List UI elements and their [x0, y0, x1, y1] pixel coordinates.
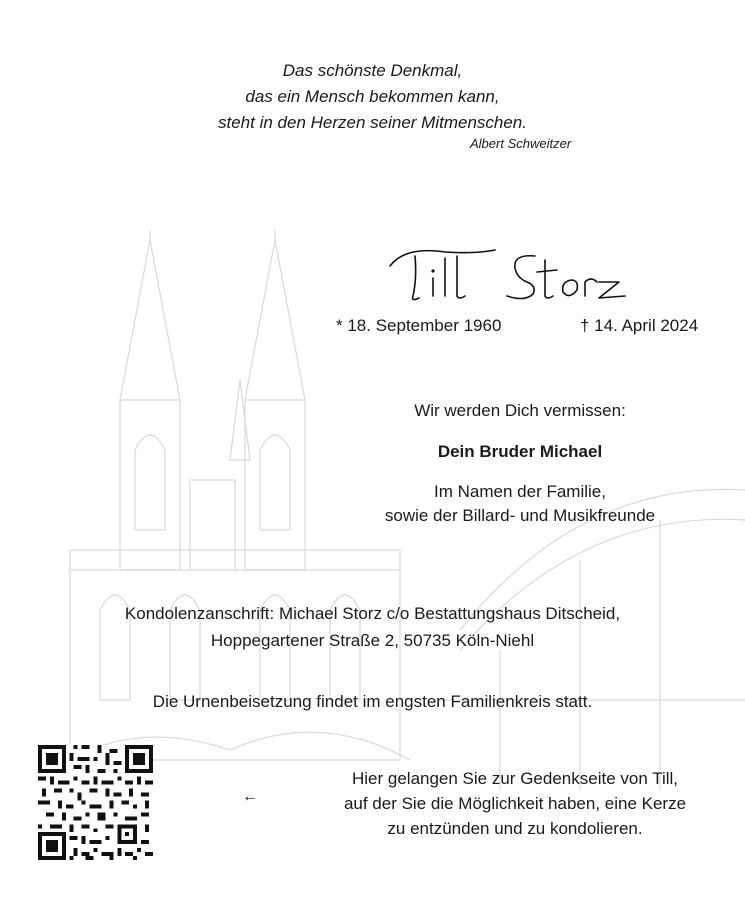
memorial-line: Hier gelangen Sie zur Gedenkseite von Till,: [351, 769, 678, 788]
quote-line: das ein Mensch bekommen kann,: [245, 87, 500, 106]
memorial-link-text: [330, 766, 700, 841]
arrow-left-icon: ←: [242, 788, 258, 805]
mourners-line: Im Namen der Familie,: [434, 482, 606, 501]
mourners-family: [330, 480, 710, 528]
memorial-line: auf der Sie die Möglichkeit haben, eine Kerze: [343, 794, 687, 813]
quote-line: Das schönste Denkmal,: [282, 61, 463, 80]
memorial-line: zu entzünden und zu kondolieren.: [387, 819, 643, 838]
address-line: Kondolenzanschrift: Michael Storz c/o Bestattungshaus Ditscheid,: [124, 604, 621, 623]
death-date: † 14. April 2024: [580, 316, 699, 335]
mourners-line: sowie der Billard- und Musikfreunde: [384, 506, 656, 525]
mourners-primary: Dein Bruder Michael: [437, 442, 603, 461]
qr-code-icon[interactable]: [37, 745, 154, 860]
burial-note: Die Urnenbeisetzung findet im engsten Familienkreis statt.: [152, 692, 593, 711]
quote-author: Albert Schweitzer: [470, 136, 572, 151]
mourners-intro: Wir werden Dich vermissen:: [414, 401, 626, 420]
birth-date: * 18. September 1960: [336, 316, 502, 335]
condolence-address: [0, 600, 745, 654]
quote: [0, 58, 745, 136]
name-signature: [385, 238, 635, 308]
quote-line: steht in den Herzen seiner Mitmenschen.: [218, 113, 527, 132]
address-line: Hoppegartener Straße 2, 50735 Köln-Niehl: [210, 631, 535, 650]
